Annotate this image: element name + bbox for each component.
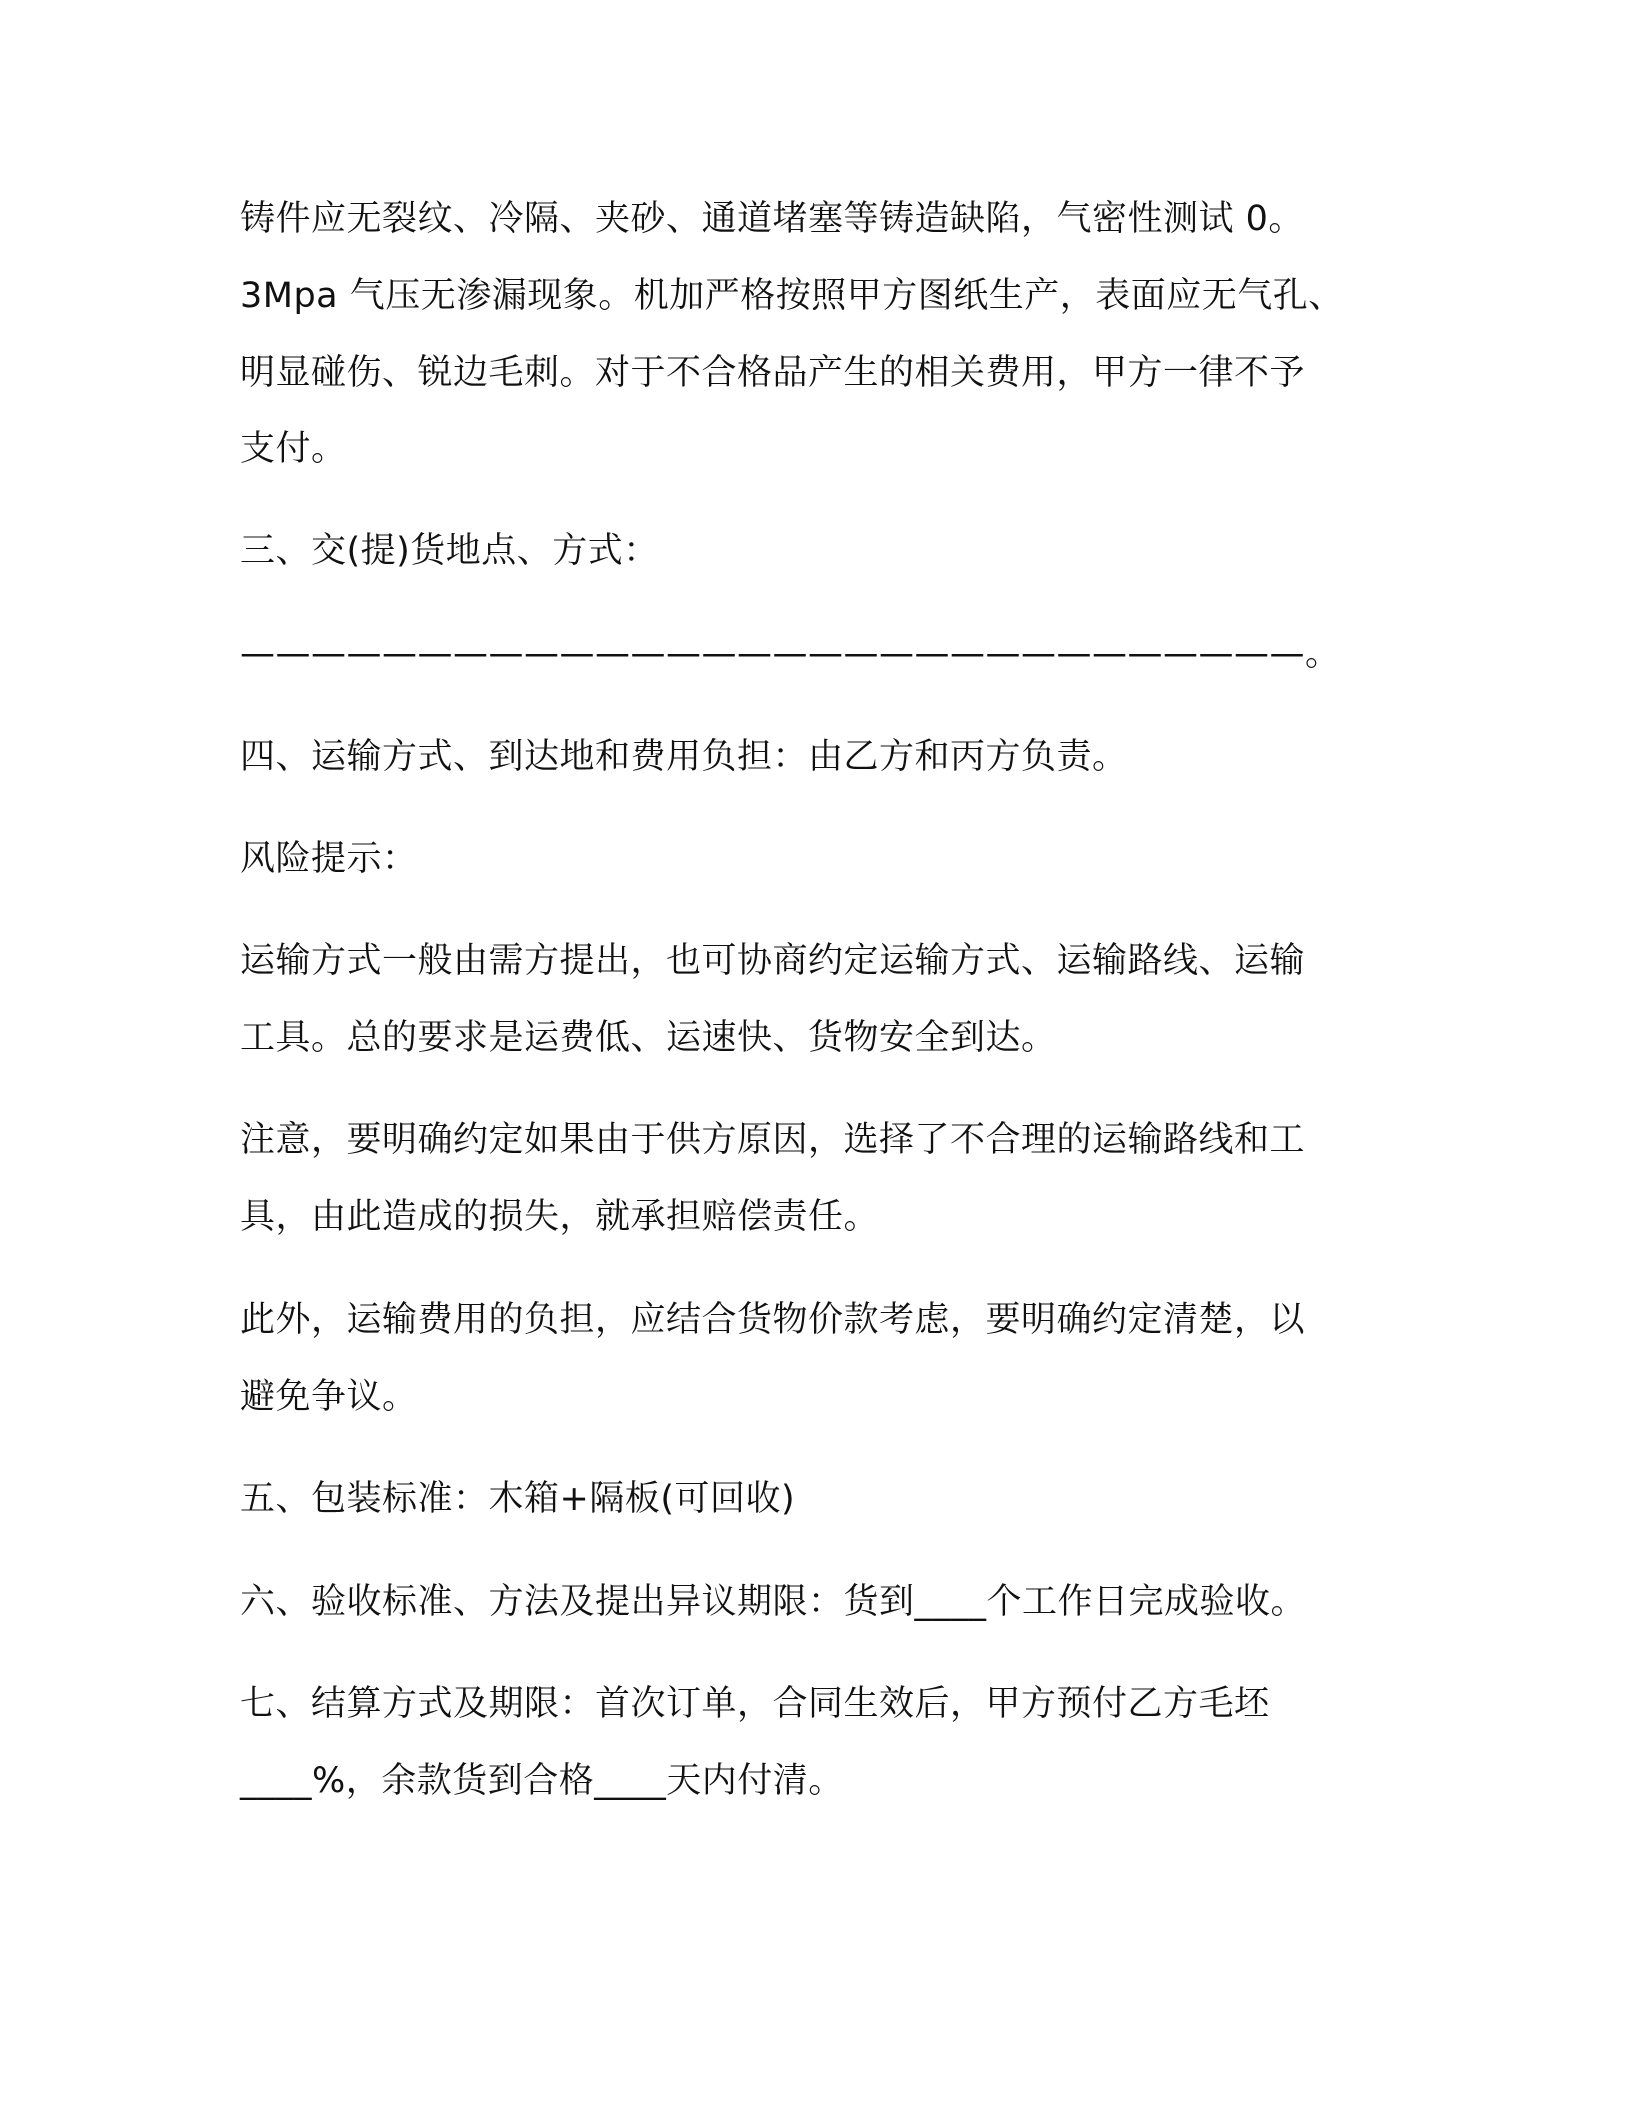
section-heading: 七、结算方式及期限：首次订单，合同生效后，甲方预付乙方毛坯 [240, 1684, 1270, 1724]
text-line: 铸件应无裂纹、冷隔、夹砂、通道堵塞等铸造缺陷，气密性测试 0。 [240, 199, 1304, 239]
text-line: 3Mpa 气压无渗漏现象。机加严格按照甲方图纸生产，表面应无气孔、 [240, 276, 1344, 316]
text-line: 工具。总的要求是运费低、运速快、货物安全到达。 [240, 1018, 1057, 1058]
text-line: 支付。 [240, 429, 347, 469]
section-heading: 风险提示： [240, 839, 418, 879]
section-heading: 四、运输方式、到达地和费用负担：由乙方和丙方负责。 [240, 737, 1128, 777]
section-heading: 五、包装标准：木箱+隔板(可回收) [240, 1479, 796, 1519]
text-line: 此外，运输费用的负担，应结合货物价款考虑，要明确约定清楚，以 [240, 1300, 1306, 1340]
text-line: 运输方式一般由需方提出，也可协商约定运输方式、运输路线、运输 [240, 941, 1306, 981]
text-line: 避免争议。 [240, 1377, 418, 1417]
text-line: 具，由此造成的损失，就承担赔偿责任。 [240, 1197, 880, 1237]
section-heading: 三、交(提)货地点、方式： [240, 531, 659, 571]
text-line: ____%，余款货到合格____天内付清。 [240, 1761, 844, 1801]
text-line: 注意，要明确约定如果由于供方原因，选择了不合理的运输路线和工 [240, 1120, 1306, 1160]
section-heading: 六、验收标准、方法及提出异议期限：货到____个工作日完成验收。 [240, 1582, 1307, 1622]
text-line: 明显碰伤、锐边毛刺。对于不合格品产生的相关费用，甲方一律不予 [240, 353, 1306, 393]
blank-fill-line: ——————————————————————————————。 [240, 634, 1341, 674]
